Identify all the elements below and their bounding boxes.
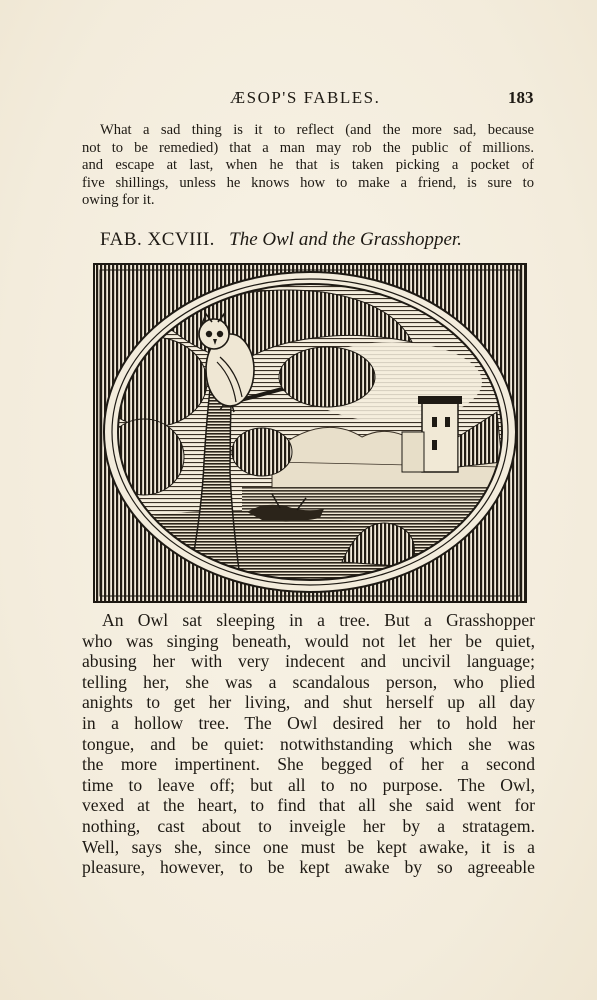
body-line: pleasure, however, to be kept awake by so agreeable bbox=[82, 857, 535, 878]
moral-line: What a sad thing is it to reflect (and the more sad, because bbox=[100, 122, 534, 138]
running-head bbox=[0, 88, 597, 112]
woodcut-owl-in-tree bbox=[92, 262, 528, 604]
body-line: Well, says she, since one must be kept awake, it is a bbox=[82, 836, 535, 857]
body-line: anights to get her living, and shut herself up all day bbox=[82, 692, 535, 713]
fable-title: The Owl and the Grasshopper. bbox=[229, 229, 462, 250]
body-line: abusing her with very indecent and uncivil language; bbox=[82, 651, 535, 672]
body-line: time to leave off; but all to no purpose. The Owl, bbox=[82, 774, 535, 795]
body-line: vexed at the heart, to find that all she said went for bbox=[82, 795, 535, 816]
moral-line: owing for it. bbox=[82, 192, 155, 209]
moral-line: and escape at last, when he that is taken picking a pocket of bbox=[82, 157, 534, 174]
body-line: An Owl sat sleeping in a tree. But a Grasshopper bbox=[102, 610, 535, 630]
woodcut-illustration bbox=[92, 262, 528, 604]
moral-line: five shillings, unless he knows how to make a friend, is sure to bbox=[82, 174, 534, 191]
moral-paragraph bbox=[82, 122, 534, 210]
page-number: 183 bbox=[508, 88, 534, 107]
body-line: who was singing beneath, would not let her be quiet, bbox=[82, 630, 535, 651]
fable-heading bbox=[100, 229, 530, 251]
body-line: tongue, and be quiet: notwithstanding which she was bbox=[82, 733, 535, 754]
body-line: nothing, cast about to inveigle her by a stratagem. bbox=[82, 815, 535, 836]
body-line: in a hollow tree. The Owl desired her to hold her bbox=[82, 712, 535, 733]
running-title: ÆSOP'S FABLES. bbox=[230, 88, 381, 107]
body-line: telling her, she was a scandalous person, who plied bbox=[82, 671, 535, 692]
body-line: the more impertinent. She begged of her a second bbox=[82, 754, 535, 775]
fable-body bbox=[82, 610, 535, 878]
moral-line: not to be remedied) that a man may rob the public of millions. bbox=[82, 139, 534, 156]
fable-number: FAB. XCVIII. bbox=[100, 229, 215, 250]
